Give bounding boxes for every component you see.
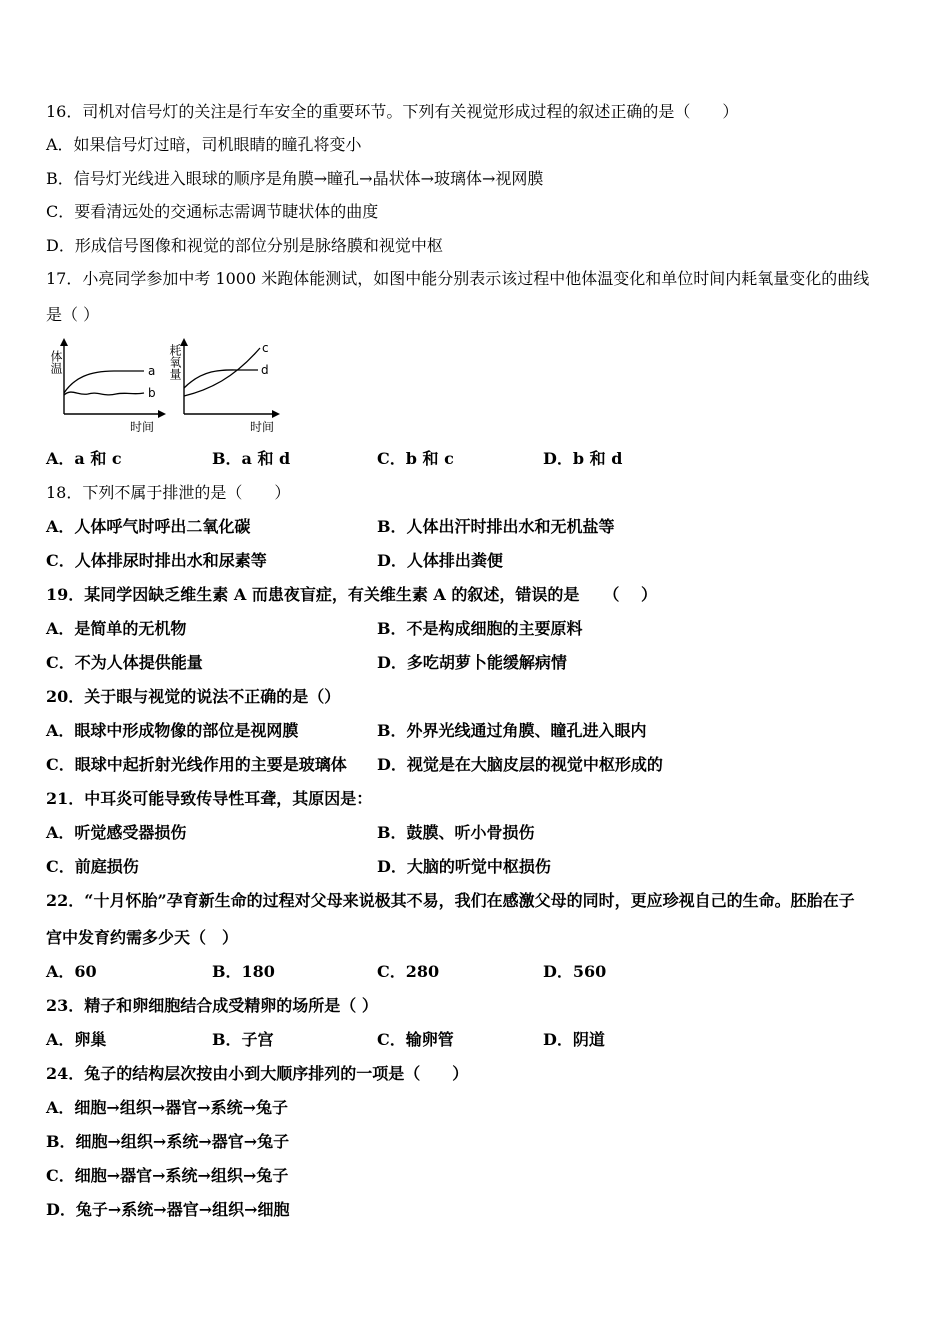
q20-option-d: D．视觉是在大脑皮层的视觉中枢形成的 [377, 755, 663, 774]
q16-option-b: B．信号灯光线进入眼球的顺序是角膜→瞳孔→晶状体→玻璃体→视网膜 [46, 169, 544, 188]
q21-stem: 21．中耳炎可能导致传导性耳聋，其原因是： [46, 789, 373, 808]
label-c: c [262, 341, 269, 355]
left-x-label: 时间 [130, 420, 155, 434]
q23-option-d: D．阴道 [543, 1030, 605, 1049]
left-y-arrow [60, 338, 68, 346]
q20-option-c: C．眼球中起折射光线作用的主要是玻璃体 [46, 755, 347, 774]
q16-option-c: C．要看清远处的交通标志需调节睫状体的曲度 [46, 202, 379, 221]
curve-a [64, 371, 144, 393]
q18-stem: 18．下列不属于排泄的是（ ） [46, 483, 291, 502]
body-temperature-graph [49, 338, 166, 434]
q16-option-a: A．如果信号灯过暗，司机眼睛的瞳孔将变小 [46, 135, 362, 154]
q20-option-b: B．外界光线通过角膜、瞳孔进入眼内 [377, 721, 647, 740]
right-y-label: 耗氧量 [168, 344, 182, 380]
q19-option-b: B．不是构成细胞的主要原料 [377, 619, 583, 638]
q22-option-d: D．560 [543, 962, 607, 981]
curve-b [64, 392, 144, 395]
q17-option-c: C．b 和 c [377, 449, 454, 468]
q18-option-c: C．人体排尿时排出水和尿素等 [46, 551, 267, 570]
q24-stem: 24．兔子的结构层次按由小到大顺序排列的一项是（ ） [46, 1064, 469, 1083]
right-x-label: 时间 [250, 420, 275, 434]
q18-option-d: D．人体排出粪便 [377, 551, 503, 570]
q16-option-d: D．形成信号图像和视觉的部位分别是脉络膜和视觉中枢 [46, 236, 443, 255]
q19-stem: 19．某同学因缺乏维生素 A 而患夜盲症，有关维生素 A 的叙述，错误的是 （ ） [46, 585, 657, 604]
q23-option-b: B．子宫 [212, 1030, 274, 1049]
q22-option-a: A．60 [46, 962, 97, 981]
left-y-label: 体温 [49, 350, 63, 374]
q20-stem: 20．关于眼与视觉的说法不正确的是（） [46, 687, 341, 706]
q19-option-d: D．多吃胡萝卜能缓解病情 [377, 653, 567, 672]
q19-option-a: A．是简单的无机物 [46, 619, 187, 638]
q23-stem: 23．精子和卵细胞结合成受精卵的场所是（ ） [46, 996, 378, 1015]
q22-stem-line2: 宫中发育约需多少天（ ） [46, 928, 239, 947]
q17-stem-line2: 是（ ） [46, 305, 100, 324]
q16-stem: 16．司机对信号灯的关注是行车安全的重要环节。下列有关视觉形成过程的叙述正确的是（ ） [46, 102, 739, 121]
q23-option-a: A．卵巢 [46, 1030, 107, 1049]
q17-option-a: A．a 和 c [46, 449, 122, 468]
curve-d [184, 370, 258, 388]
q17-option-b: B．a 和 d [212, 449, 291, 468]
q19-option-c: C．不为人体提供能量 [46, 653, 203, 672]
q22-option-b: B．180 [212, 962, 275, 981]
q22-option-c: C．280 [377, 962, 440, 981]
curve-c [184, 348, 260, 396]
label-b: b [148, 386, 156, 400]
q18-option-a: A．人体呼气时呼出二氧化碳 [46, 517, 251, 536]
q17-figure [44, 338, 284, 434]
q21-option-d: D．大脑的听觉中枢损伤 [377, 857, 551, 876]
left-x-arrow [158, 410, 166, 418]
q24-option-b: B．细胞→组织→系统→器官→兔子 [46, 1132, 290, 1151]
q24-option-a: A．细胞→组织→器官→系统→兔子 [46, 1098, 289, 1117]
q17-stem-line1: 17．小亮同学参加中考 1000 米跑体能测试，如图中能分别表示该过程中他体温变化和单位时间内耗氧量变化的曲线 [46, 269, 870, 288]
label-d: d [261, 363, 269, 377]
q17-option-d: D．b 和 d [543, 449, 623, 468]
q21-option-b: B．鼓膜、听小骨损伤 [377, 823, 535, 842]
q24-option-d: D．兔子→系统→器官→组织→细胞 [46, 1200, 290, 1219]
q23-option-c: C．输卵管 [377, 1030, 454, 1049]
q22-stem-line1: 22．“十月怀胎”孕育新生命的过程对父母来说极其不易，我们在感激父母的同时，更应珍视自己的生命。胚胎在子 [46, 891, 855, 910]
right-x-arrow [272, 410, 280, 418]
label-a: a [148, 364, 156, 378]
q20-option-a: A．眼球中形成物像的部位是视网膜 [46, 721, 299, 740]
q21-option-c: C．前庭损伤 [46, 857, 139, 876]
q24-option-c: C．细胞→器官→系统→组织→兔子 [46, 1166, 289, 1185]
q18-option-b: B．人体出汗时排出水和无机盐等 [377, 517, 615, 536]
oxygen-consumption-graph [168, 338, 280, 434]
q21-option-a: A．听觉感受器损伤 [46, 823, 187, 842]
